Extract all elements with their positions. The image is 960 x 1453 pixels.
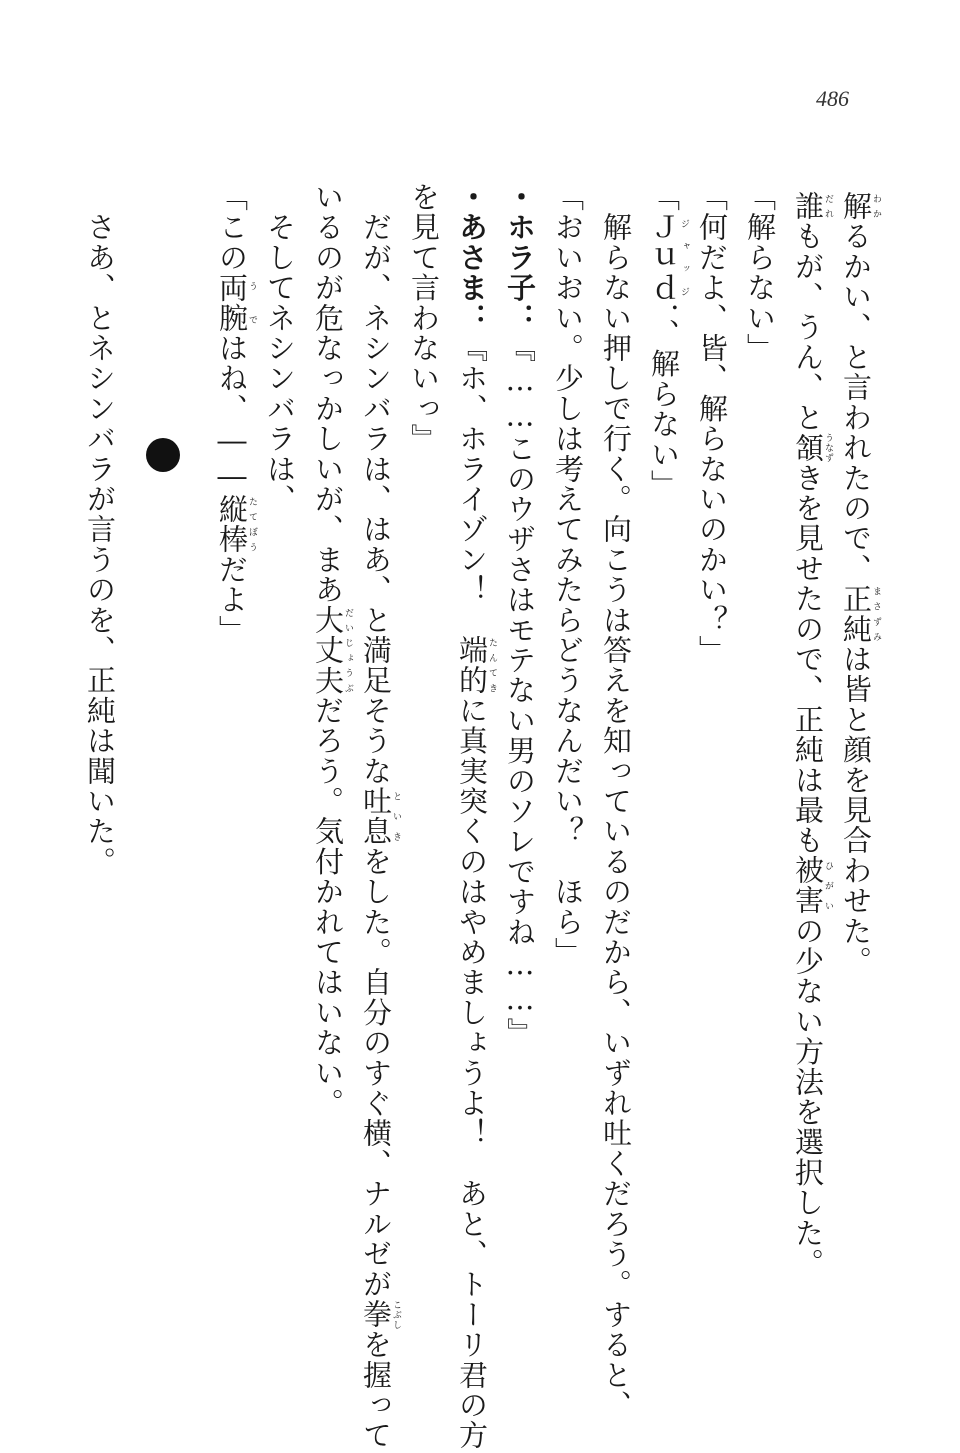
scene-break-dot: [146, 438, 180, 472]
text-column: 解らない押しで行く。向こうは答えを知っているのだから、いずれ吐くだろう。すると、: [599, 182, 633, 1421]
text-column: 誰だれもが、うん、と頷うなずきを見せたので、正純は最も被害ひがいの少ない方法を選択した。: [791, 191, 833, 1279]
text-column: 「おいおい。少しは考えてみたらどうなんだい？ ほら」: [551, 182, 585, 968]
text-column: ・ホラ子：『……このウザさはモテない男のソレですね……』: [503, 182, 537, 1048]
text-column: そしてネシンバラは、: [263, 182, 297, 515]
text-column: 「何だよ、皆、解らないのかい？」: [695, 182, 729, 666]
page-number: 486: [816, 86, 849, 111]
text-column: さあ、とネシンバラが言うのを、正純は聞いた。: [83, 182, 117, 877]
text-column: 解わかるかい、と言われたので、正純まさずみは皆と顔を見合わせた。: [839, 191, 881, 977]
text-column: 「Ｊｕｄジャッジ．、解らない」: [647, 182, 689, 500]
text-column: 「解らない」: [743, 182, 777, 364]
text-column: を見て言わないっ』: [407, 182, 441, 454]
text-column: ・あさま：『ホ、ホライゾン！ 端的たんてきに真実突くのはやめましょうよ！ あと、トーリ君の方: [455, 182, 497, 1451]
text-column: 「この両腕うではね、――縦棒たてぼうだよ」: [215, 182, 257, 646]
text-column: いるのが危なっかしいが、まあ大丈夫だいじょうぶだろう。気付かれてはいない。: [311, 182, 353, 1119]
text-column: だが、ネシンバラは、はあ、と満足そうな吐息といきをした。自分のすぐ横、ナルゼが拳こぶしを握って: [359, 182, 401, 1451]
